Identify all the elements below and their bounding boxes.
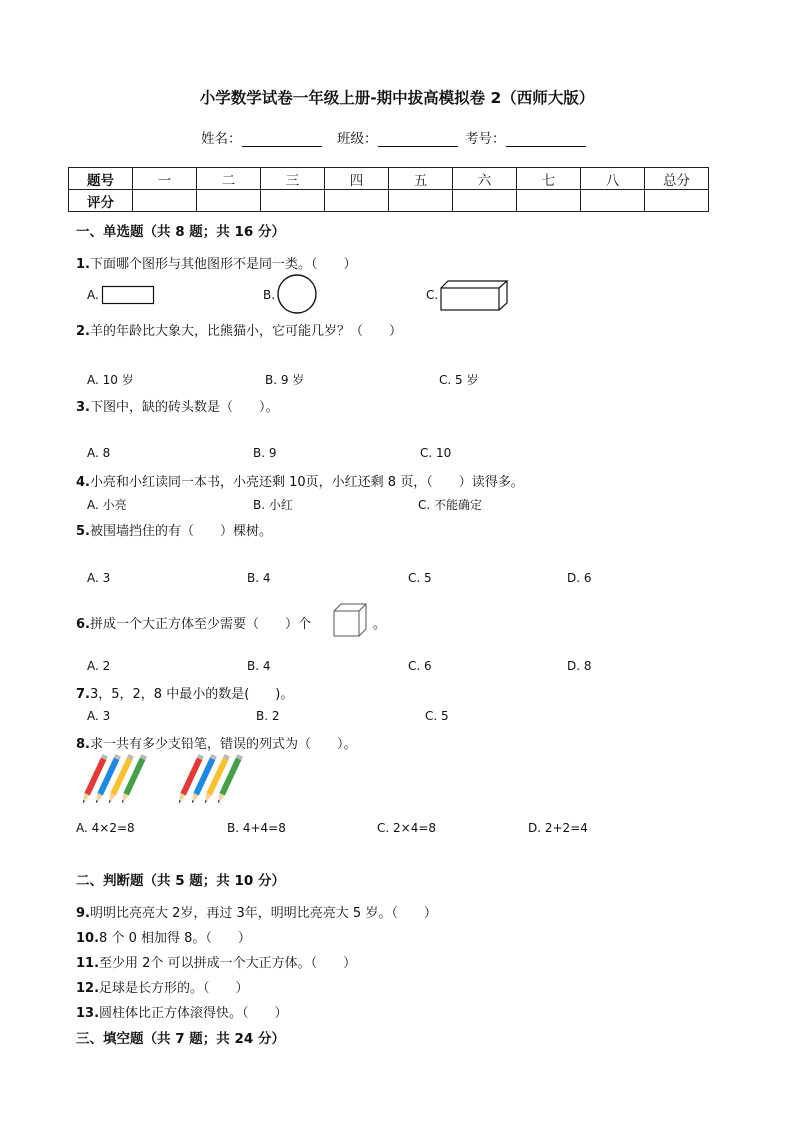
question-6 <box>76 613 311 632</box>
score-cell[interactable] <box>197 190 261 212</box>
question-number: 11. <box>76 956 100 971</box>
question-6-suffix: 。 <box>373 617 387 632</box>
question-9 <box>76 902 437 921</box>
table-cell: 三 <box>261 168 325 190</box>
question-1 <box>76 253 357 272</box>
table-cell: 五 <box>389 168 453 190</box>
table-cell: 一 <box>133 168 197 190</box>
table-cell: 题号 <box>69 168 133 190</box>
option-d[interactable]: D. 2+2=4 <box>528 821 588 835</box>
score-cell[interactable] <box>133 190 197 212</box>
question-number: 13. <box>76 1006 100 1021</box>
option-c[interactable]: C. 5 <box>425 709 449 723</box>
option-c[interactable]: C. 6 <box>408 659 432 673</box>
question-8 <box>76 733 357 752</box>
option-a[interactable]: A. 3 <box>87 709 111 723</box>
name-label: 姓名： <box>201 131 242 147</box>
question-number: 6. <box>76 617 90 632</box>
question-3 <box>76 396 279 415</box>
exam-blank[interactable] <box>506 132 586 147</box>
option-b[interactable]: B. 9 岁 <box>265 373 305 387</box>
option-a[interactable]: A. 小亮 <box>87 498 127 512</box>
question-11 <box>76 952 356 971</box>
table-cell: 四 <box>325 168 389 190</box>
option-a[interactable]: A. 10 岁 <box>87 373 134 387</box>
score-cell[interactable] <box>389 190 453 212</box>
option-a[interactable]: A. 8 <box>87 446 111 460</box>
option-b[interactable]: B. <box>263 288 276 302</box>
option-a[interactable]: A. 4×2=8 <box>76 821 135 835</box>
option-d[interactable]: D. 6 <box>567 571 592 585</box>
score-cell[interactable] <box>645 190 709 212</box>
question-text: 羊的年龄比大象大，比熊猫小，它可能几岁？（ ） <box>89 324 402 339</box>
question-number: 10. <box>76 931 100 946</box>
score-cell[interactable] <box>453 190 517 212</box>
question-number: 5. <box>76 524 90 539</box>
score-cell[interactable] <box>581 190 645 212</box>
section-heading: 三、填空题（共 7 题；共 24 分） <box>76 1031 285 1047</box>
pencil-group-icon <box>82 756 162 812</box>
score-cell[interactable] <box>517 190 581 212</box>
question-text: 小亮和小红读同一本书，小亮还剩 10页，小红还剩 8 页，（ ）读得多。 <box>89 475 524 490</box>
option-b[interactable]: B. 2 <box>256 709 280 723</box>
table-cell: 六 <box>453 168 517 190</box>
table-cell: 总分 <box>645 168 709 190</box>
option-c[interactable]: C. 5 <box>408 571 432 585</box>
question-number: 7. <box>76 687 90 702</box>
table-cell: 评分 <box>69 190 133 212</box>
exam-label: 考号： <box>465 131 506 147</box>
score-table <box>68 167 709 212</box>
section-heading: 二、判断题（共 5 题；共 10 分） <box>76 873 285 889</box>
option-c[interactable]: C. <box>426 288 439 302</box>
name-blank[interactable] <box>242 132 322 147</box>
option-a[interactable]: A. 2 <box>87 659 111 673</box>
question-text: 至少用 2个 可以拼成一个大正方体。（ ） <box>99 956 357 971</box>
question-text: 3，5，2，8 中最小的数是( )。 <box>89 687 294 702</box>
option-b[interactable]: B. 4 <box>247 659 271 673</box>
score-table-score-row <box>69 190 709 212</box>
question-2 <box>76 320 402 339</box>
question-text: 拼成一个大正方体至少需要（ ）个 <box>89 617 311 632</box>
question-text: 下图中，缺的砖头数是（ ）。 <box>89 400 279 415</box>
page-title: 小学数学试卷一年级上册-期中拔高模拟卷 2（西师大版） <box>199 89 595 107</box>
class-label: 班级： <box>337 131 378 147</box>
circle-icon <box>277 274 319 316</box>
question-text: 求一共有多少支铅笔，错误的列式为（ ）。 <box>89 737 357 752</box>
option-c[interactable]: C. 不能确定 <box>418 498 483 512</box>
question-number: 4. <box>76 475 90 490</box>
option-c[interactable]: C. 2×4=8 <box>377 821 437 835</box>
question-text: 被围墙挡住的有（ ）棵树。 <box>89 524 272 539</box>
option-b[interactable]: B. 4 <box>247 571 271 585</box>
cube-icon <box>333 603 369 639</box>
question-number: 12. <box>76 981 100 996</box>
section-heading: 一、单选题（共 8 题；共 16 分） <box>76 224 285 240</box>
option-b[interactable]: B. 4+4=8 <box>227 821 286 835</box>
question-number: 9. <box>76 906 90 921</box>
question-12 <box>76 977 249 996</box>
question-number: 2. <box>76 324 90 339</box>
table-cell: 七 <box>517 168 581 190</box>
pencil-group-icon <box>178 756 258 812</box>
name-field <box>201 127 322 147</box>
question-text: 明明比亮亮大 2岁，再过 3年，明明比亮亮大 5 岁。（ ） <box>89 906 437 921</box>
class-field <box>337 127 458 147</box>
option-a[interactable]: A. <box>87 288 99 302</box>
option-c[interactable]: C. 5 岁 <box>439 373 479 387</box>
class-blank[interactable] <box>378 132 458 147</box>
table-cell: 八 <box>581 168 645 190</box>
table-cell: 二 <box>197 168 261 190</box>
rectangle-icon <box>102 286 156 306</box>
cuboid-icon <box>440 280 512 312</box>
option-c[interactable]: C. 10 <box>420 446 452 460</box>
question-text: 下面哪个图形与其他图形不是同一类。（ ） <box>89 257 357 272</box>
score-cell[interactable] <box>261 190 325 212</box>
option-b[interactable]: B. 9 <box>253 446 277 460</box>
question-number: 8. <box>76 737 90 752</box>
option-a[interactable]: A. 3 <box>87 571 111 585</box>
score-cell[interactable] <box>325 190 389 212</box>
question-4 <box>76 471 524 490</box>
question-13 <box>76 1002 288 1021</box>
option-b[interactable]: B. 小红 <box>253 498 293 512</box>
question-10 <box>76 927 251 946</box>
question-number: 1. <box>76 257 90 272</box>
score-table-header-row <box>69 168 709 190</box>
exam-number-field <box>465 127 586 147</box>
question-7 <box>76 683 293 702</box>
question-5 <box>76 520 272 539</box>
option-d[interactable]: D. 8 <box>567 659 592 673</box>
question-number: 3. <box>76 400 90 415</box>
question-text: 足球是长方形的。（ ） <box>99 981 249 996</box>
question-text: 圆柱体比正方体滚得快。（ ） <box>99 1006 288 1021</box>
question-text: 8 个 0 相加得 8。（ ） <box>99 931 251 946</box>
